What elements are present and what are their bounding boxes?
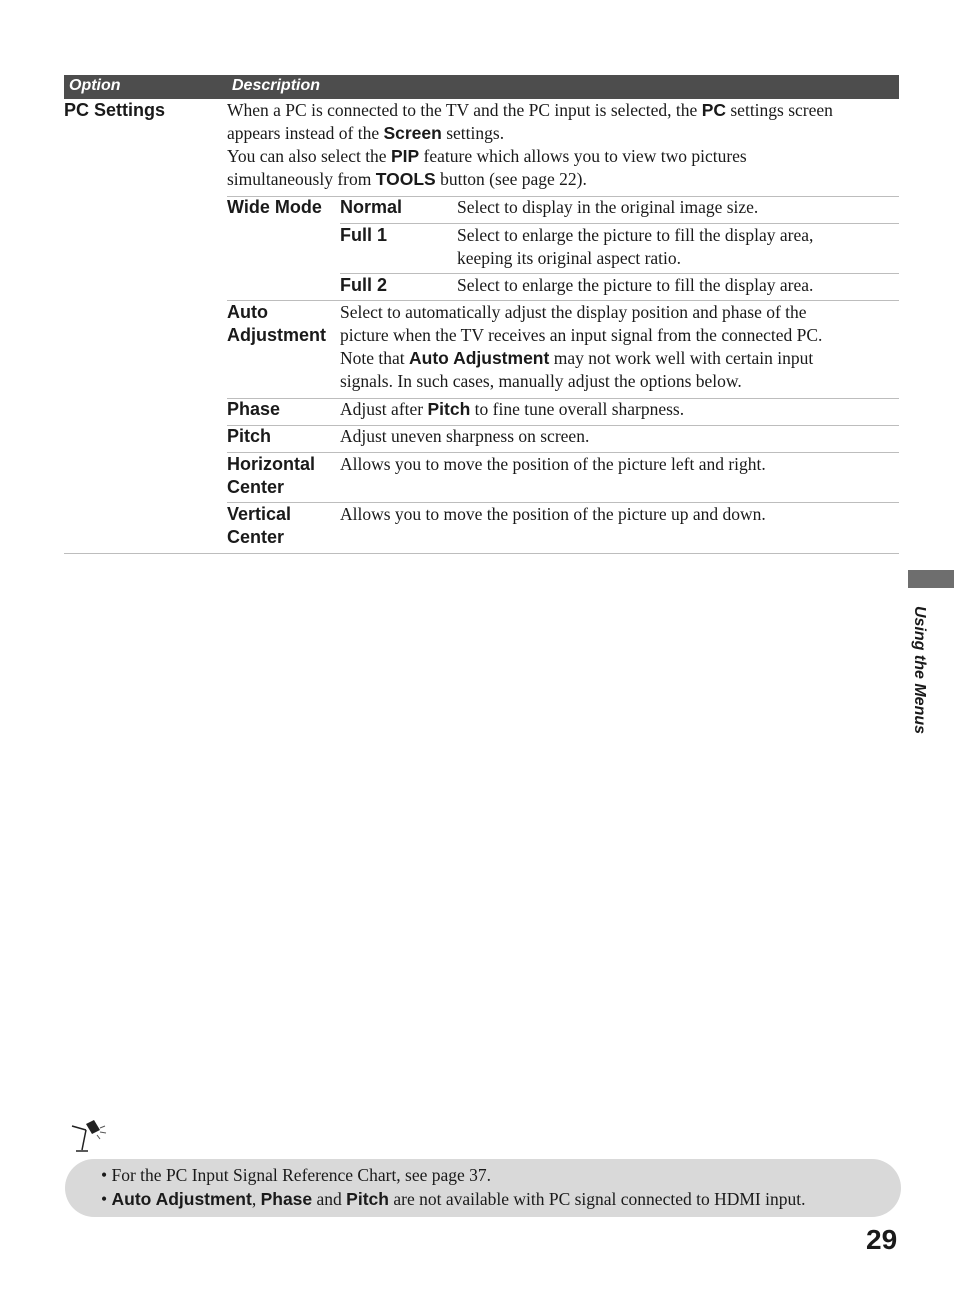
option-pitch: Pitch <box>227 426 272 446</box>
header-option: Option <box>69 77 121 94</box>
desc-line: Note that Auto Adjustment may not work well with certain input <box>340 348 814 368</box>
auto-adjustment-desc <box>340 301 822 393</box>
intro-line: appears instead of the Screen settings. <box>227 123 505 143</box>
wide-mode-full2-label: Full 2 <box>340 275 388 295</box>
label-line: Auto <box>227 302 268 322</box>
option-vertical-center <box>227 503 291 549</box>
vertical-center-desc: Allows you to move the position of the picture up and down. <box>340 504 766 524</box>
label-line: Horizontal <box>227 454 315 474</box>
intro-line: When a PC is connected to the TV and the PC input is selected, the PC settings screen <box>227 100 833 120</box>
tips-box <box>65 1159 901 1217</box>
tip-lamp-icon <box>70 1118 110 1154</box>
pc-settings-intro <box>227 99 833 191</box>
option-wide-mode: Wide Mode <box>227 197 322 217</box>
desc-line: keeping its original aspect ratio. <box>457 248 682 268</box>
desc-line: signals. In such cases, manually adjust the options below. <box>340 371 742 391</box>
tip-line-2: • Auto Adjustment, Phase and Pitch are not available with PC signal connected to HDMI input. <box>101 1189 806 1209</box>
tip-line-1: • For the PC Input Signal Reference Chart, see page 37. <box>101 1165 492 1185</box>
phase-desc: Adjust after Pitch to fine tune overall sharpness. <box>340 399 685 419</box>
option-phase: Phase <box>227 399 281 419</box>
desc-line: Select to enlarge the picture to fill the display area, <box>457 225 814 245</box>
header-description: Description <box>232 77 321 94</box>
intro-line: You can also select the PIP feature which allows you to view two pictures <box>227 146 747 166</box>
wide-mode-normal-label: Normal <box>340 197 403 217</box>
section-tab-marker <box>908 570 954 588</box>
wide-mode-full2-desc: Select to enlarge the picture to fill the display area. <box>457 275 814 295</box>
horizontal-center-desc: Allows you to move the position of the picture left and right. <box>340 454 766 474</box>
page-number: 29 <box>866 1224 898 1255</box>
section-label: Using the Menus <box>911 606 928 735</box>
label-line: Vertical <box>227 504 292 524</box>
label-line: Center <box>227 477 285 497</box>
option-auto-adjustment <box>227 301 326 347</box>
wide-mode-full1-label: Full 1 <box>340 225 388 245</box>
pitch-desc: Adjust uneven sharpness on screen. <box>340 426 590 446</box>
table-bottom-rule <box>64 553 899 554</box>
desc-line: picture when the TV receives an input signal from the connected PC. <box>340 325 823 345</box>
desc-line: Select to automatically adjust the display position and phase of the <box>340 302 807 322</box>
label-line: Adjustment <box>227 325 326 345</box>
label-line: Center <box>227 527 285 547</box>
intro-line: simultaneously from TOOLS button (see page 22). <box>227 169 587 189</box>
table-header <box>64 75 899 99</box>
option-pc-settings: PC Settings <box>64 100 166 120</box>
option-horizontal-center <box>227 453 315 499</box>
wide-mode-full1-desc <box>457 224 813 270</box>
wide-mode-normal-desc: Select to display in the original image size. <box>457 197 759 217</box>
